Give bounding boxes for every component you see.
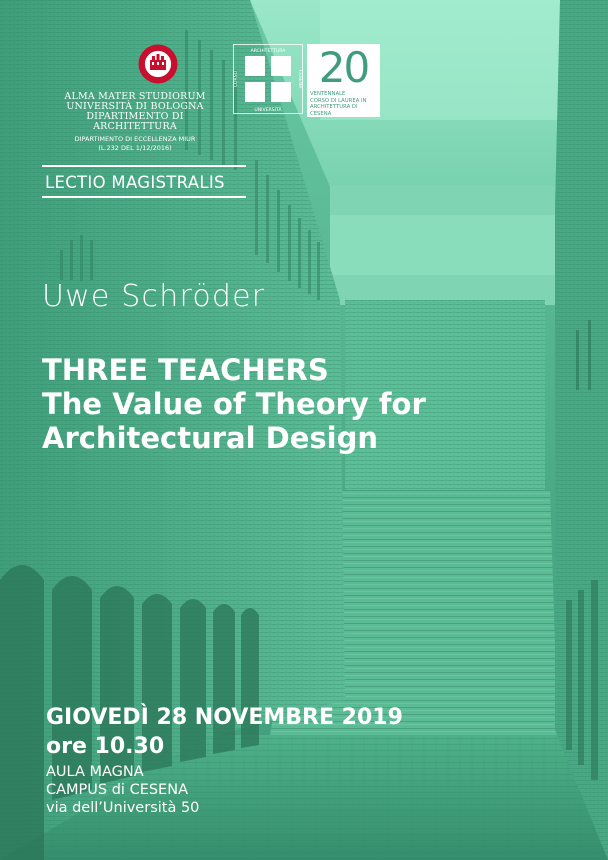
university-logo-block xyxy=(50,44,220,153)
event-date: GIOVEDÌ 28 NOVEMBRE 2019 xyxy=(46,705,403,730)
talk-title-line: Architectural Design xyxy=(42,421,379,455)
speaker-name: Uwe Schröder xyxy=(42,279,266,314)
talk-title-line: THREE TEACHERS xyxy=(42,353,329,387)
ring-word-right: CESENA xyxy=(297,69,302,89)
venue-line: AULA MAGNA xyxy=(46,764,144,780)
architecture-logo-icon xyxy=(233,44,303,114)
anniversary-text xyxy=(310,91,378,117)
event-type: LECTIO MAGISTRALIS xyxy=(45,173,225,192)
university-line: UNIVERSITÀ DI BOLOGNA xyxy=(66,101,204,112)
anniversary-box xyxy=(307,44,380,117)
talk-title xyxy=(42,353,426,455)
ring-word-bottom: UNIVERSITÀ xyxy=(254,108,282,113)
law-line: (L.232 DEL 1/12/2016) xyxy=(98,144,172,152)
excellence-line: DIPARTIMENTO DI ECCELLENZA MIUR xyxy=(74,135,196,143)
anniversary-number: 20 xyxy=(318,43,369,92)
university-seal-icon xyxy=(138,44,178,84)
university-line: DIPARTIMENTO DI ARCHITETTURA xyxy=(86,111,184,132)
ring-word-left: CORSO xyxy=(234,70,239,88)
venue-line: via dell’Università 50 xyxy=(46,800,200,816)
ring-word-top: ARCHITETTURA xyxy=(250,49,286,54)
venue-line: CAMPUS di CESENA xyxy=(46,782,188,798)
event-venue xyxy=(46,763,199,817)
anniversary-line: ARCHITETTURA DI CESENA xyxy=(310,104,358,117)
anniversary-line: CORSO DI LAUREA IN xyxy=(310,97,367,104)
university-line: ALMA MATER STUDIORUM xyxy=(64,91,206,102)
divider-bottom xyxy=(42,196,246,198)
talk-title-line: The Value of Theory for xyxy=(42,387,426,421)
anniversary-line: VENTENNALE xyxy=(310,91,346,97)
event-time: ore 10.30 xyxy=(46,734,165,759)
divider-top xyxy=(42,165,246,167)
